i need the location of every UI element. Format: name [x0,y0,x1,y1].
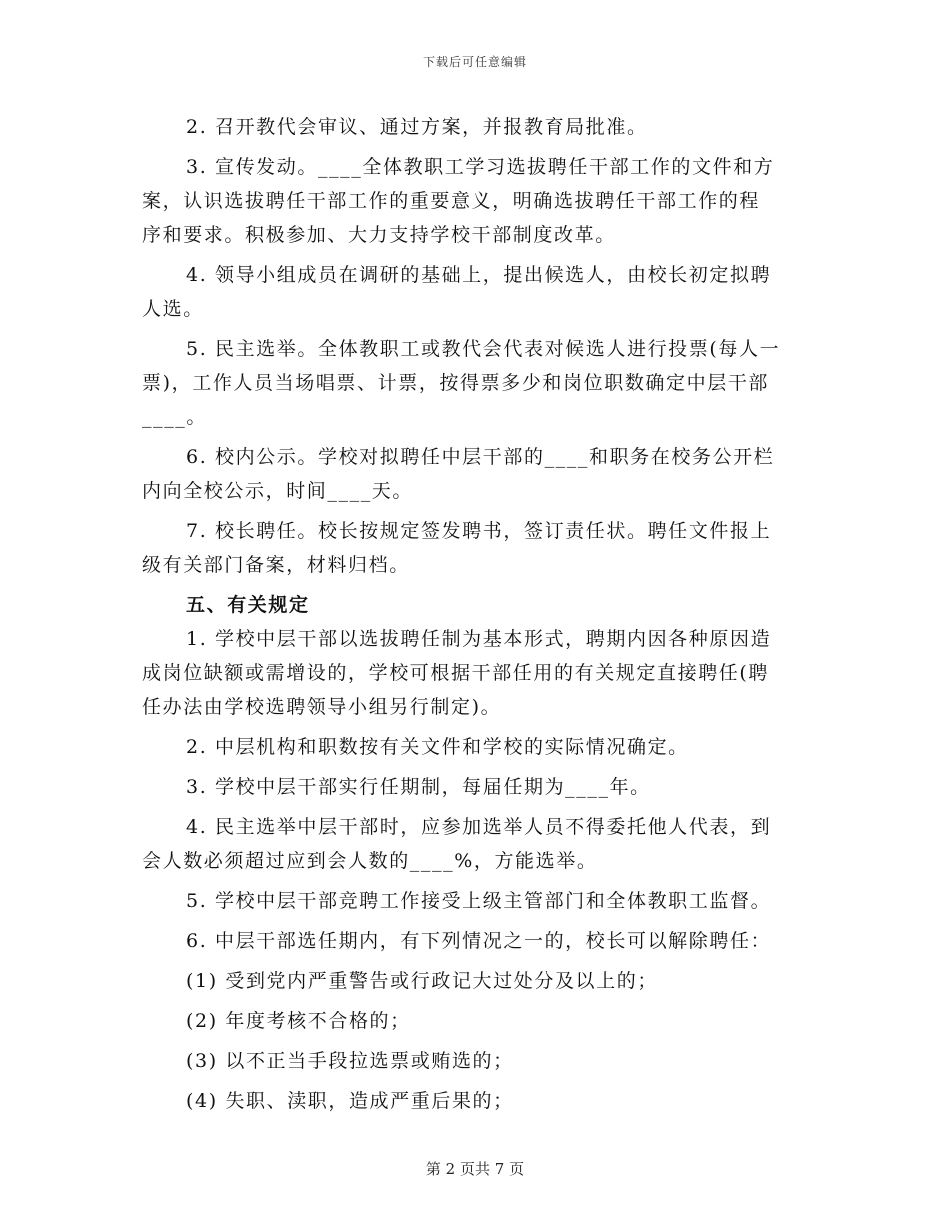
paragraph-line: 5. 民主选举。全体教职工或教代会代表对候选人进行投票(每人一 [186,338,781,360]
paragraph-line: 1. 学校中层干部以选拔聘任制为基本形式，聘期内因各种原因造 [186,628,772,650]
paragraph-line: 序和要求。积极参加、大力支持学校干部制度改革。 [142,224,616,246]
paragraph-line: 内向全校公示，时间____天。 [142,480,414,502]
list-item: (2) 年度考核不合格的； [186,1010,411,1032]
list-item: (1) 受到党内严重警告或行政记大过处分及以上的； [186,970,658,992]
paragraph-line: 4. 民主选举中层干部时，应参加选举人员不得委托他人代表，到 [186,816,772,838]
paragraph-line: 6. 中层干部选任期内，有下列情况之一的，校长可以解除聘任： [186,930,772,952]
paragraph-line: 6. 校内公示。学校对拟聘任中层干部的____和职务在校务公开栏 [186,446,775,468]
paragraph-line: 级有关部门备案，材料归档。 [142,554,410,576]
paragraph-line: 3. 学校中层干部实行任期制，每届任期为____年。 [186,776,651,798]
paragraph-line: 会人数必须超过应到会人数的____%，方能选举。 [142,850,598,872]
list-item: (4) 失职、渎职，造成严重后果的； [186,1090,514,1112]
page-header: 下载后可任意编辑 [422,55,527,69]
paragraph-line: 票)，工作人员当场唱票、计票，按得票多少和岗位职数确定中层干部 [142,372,770,394]
paragraph-line: 案，认识选拔聘任干部工作的重要意义，明确选拔聘任干部工作的程 [142,190,761,212]
page-footer: 第 2 页共 7 页 [425,1160,525,1178]
list-item: (3) 以不正当手段拉选票或贿选的； [186,1050,514,1072]
paragraph-line: 7. 校长聘任。校长按规定签发聘书，签订责任状。聘任文件报上 [186,520,772,542]
paragraph-line: 成岗位缺额或需增设的，学校可根据干部任用的有关规定直接聘任(聘 [142,662,770,684]
paragraph-line: 4. 领导小组成员在调研的基础上，提出候选人，由校长初定拟聘 [186,264,772,286]
paragraph-line: 2. 召开教代会审议、通过方案，并报教育局批准。 [186,116,648,138]
paragraph-line: 3. 宣传发动。____全体教职工学习选拔聘任干部工作的文件和方 [186,156,775,178]
paragraph-line: ____。 [142,406,208,428]
paragraph-line: 2. 中层机构和职数按有关文件和学校的实际情况确定。 [186,736,689,758]
paragraph-line: 5. 学校中层干部竞聘工作接受上级主管部门和全体教职工监督。 [186,890,772,912]
paragraph-line: 任办法由学校选聘领导小组另行制定)。 [142,696,502,718]
section-heading: 五、有关规定 [186,594,310,616]
document-body [142,110,802,1118]
paragraph-line: 人选。 [142,298,204,320]
